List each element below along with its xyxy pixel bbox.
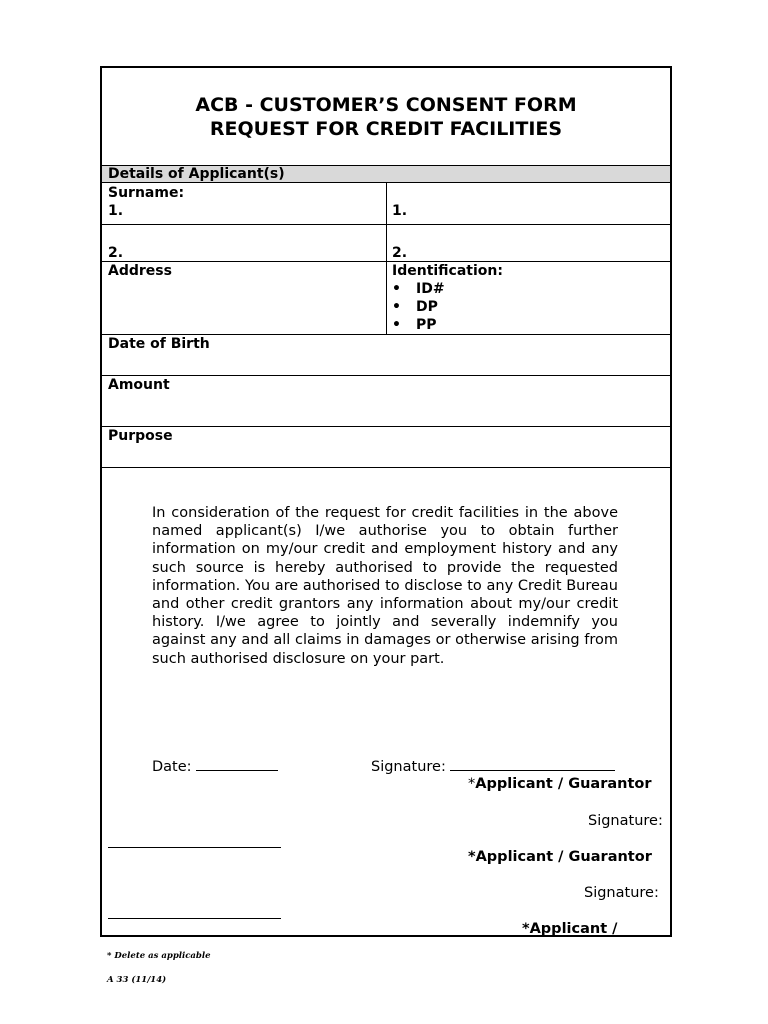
signature-label-3: Signature: [584,885,659,901]
signer-role-3: *Applicant / [522,921,618,937]
signature-label-1: Signature: [371,759,446,775]
date-label: Date: [152,759,192,775]
identification-list [392,280,445,334]
title-line-2: REQUEST FOR CREDIT FACILITIES [209,118,563,140]
signature-label-2: Signature: [588,813,663,829]
signature-line-2[interactable] [108,847,281,848]
id-item: • ID# [392,281,445,297]
consent-paragraph: In consideration of the request for credit facilities in the above named applicant(s) I/we authorise you to obtain further information on my/our credit and employment history and any such source is hereby authorised to provide the requested information. You are authorised to disclose to any Credit Bureau and other credit grantors any information about my/our credit history. I/we agree to jointly and severally indemnify you against any and all claims in damages or otherwise arising from such authorised disclosure on your part. [152,505,618,667]
signer-role-1: *Applicant / Guarantor [468,776,652,792]
column-divider [386,183,387,334]
consent-form [100,66,672,937]
signature-field-1[interactable] [371,758,615,776]
surname-1-left-field[interactable]: 1. [108,203,124,219]
date-of-birth-label: Date of Birth [108,336,210,352]
address-label: Address [108,263,172,279]
footnote: * Delete as applicable [107,951,211,961]
date-field[interactable] [152,758,278,776]
title-line-1: ACB - CUSTOMER’S CONSENT FORM [195,94,577,116]
surname-1-right-field[interactable]: 1. [392,203,408,219]
surname-label: Surname: [108,185,185,201]
amount-label: Amount [108,377,170,393]
purpose-label: Purpose [108,428,173,444]
surname-2-left-field[interactable]: 2. [108,245,124,261]
date-blank[interactable] [196,770,278,771]
surname-2-right-field[interactable]: 2. [392,245,408,261]
row-divider [102,375,670,376]
form-code: A 33 (11/14) [107,975,167,985]
row-divider [102,467,670,468]
row-divider [102,426,670,427]
row-divider [102,261,670,262]
section-header-applicants: Details of Applicant(s) [102,165,670,183]
signer-role-2: *Applicant / Guarantor [468,849,652,865]
form-title [102,68,670,165]
identification-label: Identification: [392,263,503,279]
signature-line-3[interactable] [108,918,281,919]
id-item: • PP [392,317,437,333]
id-item: • DP [392,299,438,315]
signature-blank-1[interactable] [450,770,615,771]
row-divider [102,224,670,225]
